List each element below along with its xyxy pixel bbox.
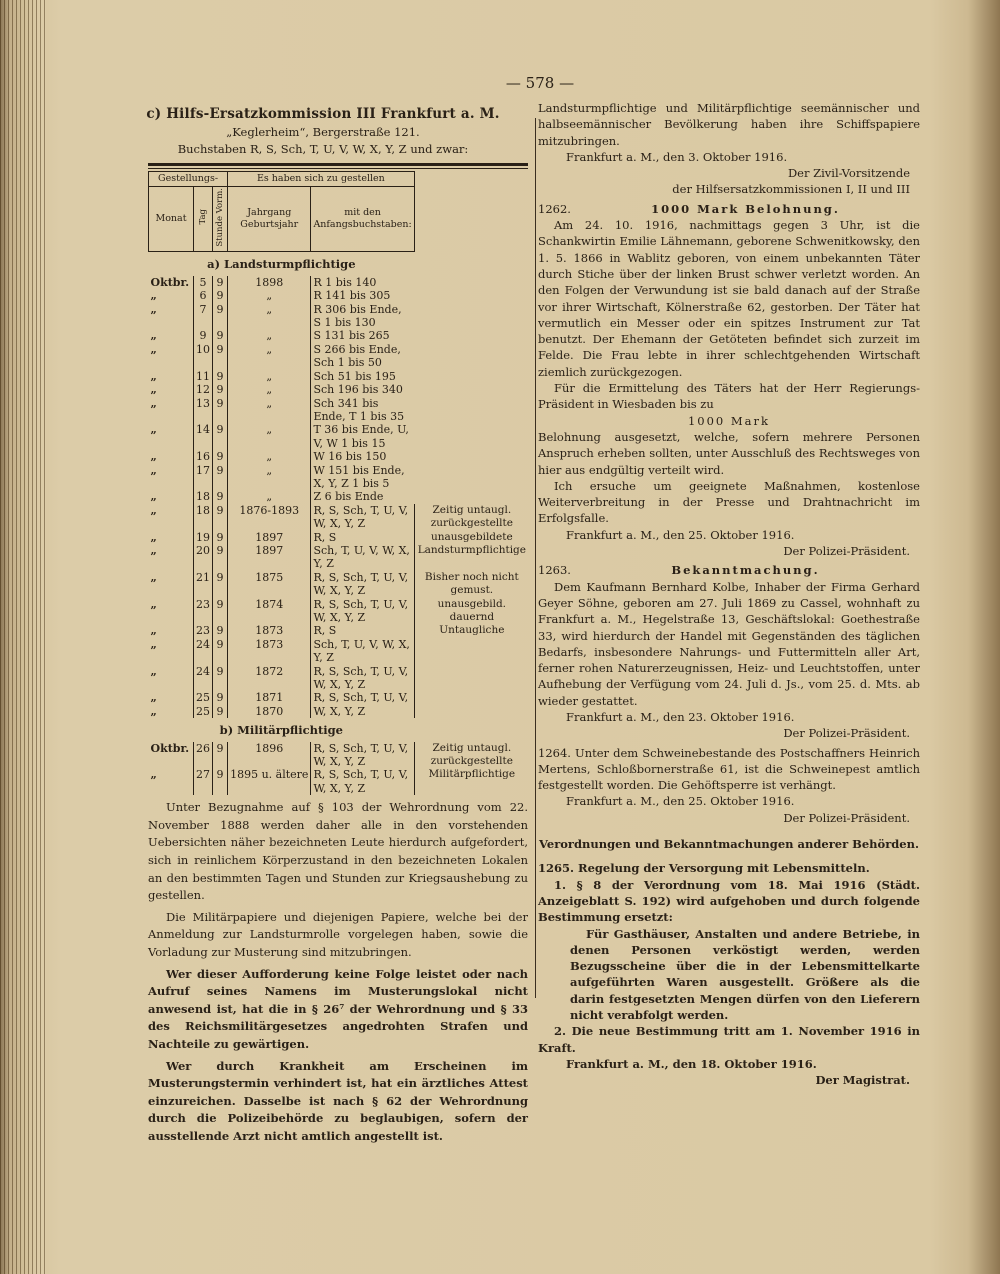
left-paragraphs	[118, 799, 528, 1145]
cell-buchstaben: R, S, Sch, T, U, V,	[313, 691, 409, 705]
cell-tag: 9	[194, 329, 213, 342]
left-paragraph: Unter Bezugnahme auf § 103 der Wehrordnung vom 22. November 1888 werden daher alle in den vorstehenden Uebersichten näher bezeichneten Leute hierdurch aufgefordert, sich in reinlichem Körperzustand in den bezeichneten Lokalen an den bestimmten Tagen und Stunden zur Kriegsaushebung zu gestellen.	[148, 800, 528, 903]
cell-jahrgang: 1875	[228, 571, 311, 598]
left-column	[118, 100, 528, 1146]
cell-jahrgang: „	[228, 397, 311, 424]
cell-stunde: 9	[213, 544, 228, 571]
left-paragraph: Wer dieser Aufforderung keine Folge leistet oder nach Aufruf seines Namens im Musterungslokal nicht anwesend ist, hat die in § 26⁷ der Wehrordnung und § 33 des Reichsmilitärgesetzes angedrohten Strafen und Nachteile zu gewärtigen.	[148, 966, 528, 1052]
notice-1263-place: Frankfurt a. M., den 23. Oktober 1916.	[566, 709, 795, 724]
header-gestellung: Gestellungs-	[149, 171, 228, 186]
cell-monat: Oktbr.	[150, 741, 190, 755]
cell-buchstaben: W 151 bis Ende, X, Y, Z 1 bis 5	[313, 463, 405, 490]
continuation-place: Frankfurt a. M., den 3. Oktober 1916.	[566, 149, 788, 164]
cell-tag: 27	[194, 768, 213, 795]
cell-tag: 23	[194, 598, 213, 625]
notice-1262-header	[538, 201, 920, 217]
cell-jahrgang: 1871	[228, 691, 311, 704]
page-number: — 578 —	[505, 74, 575, 92]
header-jahrgang: Jahrgang Geburtsjahr	[228, 186, 311, 252]
cell-stunde: 9	[213, 624, 228, 637]
cell-jahrgang: 1896	[228, 742, 311, 769]
cell-jahrgang: „	[228, 370, 311, 383]
cell-buchstaben: S 266 bis Ende, Sch 1 bis 50	[313, 342, 401, 370]
cell-monat: „	[150, 490, 157, 504]
cell-stunde: 9	[213, 490, 228, 503]
cell-monat: „	[150, 342, 157, 356]
notice-1265-heading: 1265. Regelung der Versorgung mit Lebensmitteln.	[538, 861, 870, 876]
cell-buchstaben: R 306 bis Ende, S 1 bis 130	[313, 302, 402, 330]
continuation-sig1: Der Zivil-Vorsitzende	[787, 166, 910, 181]
double-rule	[148, 163, 528, 169]
cell-jahrgang: 1898	[228, 276, 311, 289]
cell-tag: 20	[194, 544, 213, 571]
cell-jahrgang: „	[228, 423, 311, 450]
cell-jahrgang: „	[228, 383, 311, 396]
rows-b	[149, 742, 529, 796]
cell-monat: „	[150, 302, 157, 316]
cell-jahrgang: 1895 u. ältere	[228, 768, 311, 795]
cell-monat: „	[150, 543, 157, 557]
table-row	[149, 742, 529, 769]
cell-jahrgang: „	[228, 303, 311, 330]
header-es-haben: Es haben sich zu gestellen	[228, 171, 415, 186]
cell-jahrgang: 1876-1893	[228, 504, 311, 531]
cell-buchstaben: W 16 bis 150	[313, 450, 387, 464]
notice-1265-place: Frankfurt a. M., den 18. Oktober 1916.	[566, 1056, 817, 1071]
cell-note: Zeitig untaugl. zurückgestellte unausgebildete Landsturmpflichtige	[414, 504, 528, 571]
notice-1264-place: Frankfurt a. M., den 25. Oktober 1916.	[566, 794, 795, 809]
section-b-title: b) Militärpflichtige	[219, 723, 343, 738]
page-edges	[0, 0, 46, 1274]
header-anfang: mit den Anfangsbuchstaben:	[311, 186, 414, 252]
cell-tag: 11	[194, 370, 213, 383]
cell-monat: „	[150, 768, 157, 782]
cell-jahrgang: 1873	[228, 624, 311, 637]
cell-stunde: 9	[213, 665, 228, 692]
cell-jahrgang: „	[228, 329, 311, 342]
cell-tag: 18	[194, 504, 213, 531]
cell-tag: 18	[194, 490, 213, 503]
cell-note: Bisher noch nicht gemust. unausgebild. dauernd Untaugliche	[414, 571, 528, 718]
right-column	[538, 100, 920, 1089]
cell-tag: 14	[194, 423, 213, 450]
cell-tag: 19	[194, 531, 213, 544]
cell-buchstaben: R, S, Sch, T, U, V, W, X, Y, Z	[313, 597, 409, 625]
continuation-text: Landsturmpflichtige und Militärpflichtige seemännischer und halbseemännischer Bevölkerung haben ihre Schiffspapiere mitzubringen.	[538, 101, 920, 148]
cell-stunde: 9	[213, 464, 228, 491]
table-row	[149, 423, 529, 450]
commission-heading: c) Hilfs-Ersatzkommission III Frankfurt a. M.	[146, 106, 500, 122]
cell-tag: 23	[194, 624, 213, 637]
notice-1262-amount: 1000 Mark	[687, 413, 771, 428]
notice-1265-point2: 2. Die neue Bestimmung tritt am 1. November 1916 in Kraft.	[538, 1024, 920, 1055]
cell-buchstaben: Sch, T, U, V, W, X, Y, Z	[313, 543, 410, 571]
notice-1262-title: 1000 Mark Belohnung.	[651, 201, 840, 216]
cell-buchstaben: Sch 51 bis 195	[313, 369, 396, 383]
cell-stunde: 9	[213, 531, 228, 544]
cell-jahrgang: 1897	[228, 531, 311, 544]
cell-monat: „	[150, 570, 157, 584]
cell-tag: 10	[194, 343, 213, 370]
cell-jahrgang: „	[228, 450, 311, 463]
table-row	[149, 303, 529, 330]
muster-schedule-table	[148, 171, 528, 796]
table-row	[149, 370, 529, 383]
cell-buchstaben: R, S, Sch, T, U, V, W, X, Y, Z	[313, 664, 409, 692]
section-a-title: a) Landsturmpflichtige	[207, 257, 356, 272]
cell-stunde: 9	[213, 276, 228, 289]
notice-1264-signature: Der Polizei-Präsident.	[783, 810, 910, 825]
cell-jahrgang: „	[228, 464, 311, 491]
cell-stunde: 9	[213, 504, 228, 531]
cell-tag: 21	[194, 571, 213, 598]
cell-stunde: 9	[213, 742, 228, 769]
cell-stunde: 9	[213, 303, 228, 330]
cell-stunde: 9	[213, 289, 228, 302]
cell-monat: „	[150, 450, 157, 464]
table-row	[149, 490, 529, 503]
notice-1265-point1: 1. § 8 der Verordnung vom 18. Mai 1916 (Städt. Anzeigeblatt S. 192) wird aufgehoben und durch folgende Bestimmung ersetzt:	[538, 877, 920, 925]
cell-monat: „	[150, 637, 157, 651]
cell-tag: 25	[194, 691, 213, 704]
notice-1262-number: 1262.	[538, 201, 571, 216]
cell-tag: 24	[194, 638, 213, 665]
table-row	[149, 571, 529, 598]
cell-monat: „	[150, 423, 157, 437]
cell-monat: „	[150, 691, 157, 705]
cell-note: Zeitig untaugl. zurückgestellte Militärpflichtige	[414, 742, 528, 796]
notice-1262-signature: Der Polizei-Präsident.	[783, 544, 910, 559]
cell-buchstaben: R 1 bis 140	[313, 275, 377, 289]
rows-a2	[149, 504, 529, 571]
cell-monat: „	[150, 383, 157, 397]
cell-stunde: 9	[213, 768, 228, 795]
notice-1265-signature: Der Magistrat.	[815, 1073, 910, 1088]
cell-tag: 17	[194, 464, 213, 491]
cell-stunde: 9	[213, 423, 228, 450]
cell-buchstaben: W, X, Y, Z	[313, 704, 366, 718]
notice-1262-text4: Ich ersuche um geeignete Maßnahmen, kostenlose Weiterverbreitung in der Presse und Drahtnachricht im Erfolgsfalle.	[538, 478, 920, 526]
cell-monat: „	[150, 396, 157, 410]
cell-jahrgang: „	[228, 289, 311, 302]
cell-jahrgang: 1872	[228, 665, 311, 692]
header-stunde: Stunde Vorm.	[213, 186, 228, 252]
cell-buchstaben: Z 6 bis Ende	[313, 490, 384, 504]
cell-buchstaben: Sch 196 bis 340	[313, 383, 403, 397]
cell-monat: „	[150, 289, 157, 303]
table-row	[149, 343, 529, 370]
cell-buchstaben: R, S, Sch, T, U, V, W, X, Y, Z	[313, 768, 409, 795]
table-row	[149, 450, 529, 463]
cell-tag: 5	[194, 276, 213, 289]
cell-jahrgang: „	[228, 490, 311, 503]
cell-jahrgang: „	[228, 343, 311, 370]
table-row	[149, 464, 529, 491]
cell-monat: „	[150, 329, 157, 343]
table-row	[149, 329, 529, 342]
cell-tag: 13	[194, 397, 213, 424]
cell-monat: „	[150, 503, 157, 517]
cell-stunde: 9	[213, 571, 228, 598]
rows-a3	[149, 571, 529, 718]
notice-1262-text2: Für die Ermittelung des Täters hat der Herr Regierungs-Präsident in Wiesbaden bis zu	[538, 381, 920, 412]
cell-stunde: 9	[213, 691, 228, 704]
cell-stunde: 9	[213, 397, 228, 424]
cell-tag: 25	[194, 705, 213, 718]
cell-jahrgang: 1870	[228, 705, 311, 718]
notice-1262-text3: Belohnung ausgesetzt, welche, sofern mehrere Personen Anspruch erheben sollten, unter Ausschluß des Rechtsweges von hier aus endgültig verteilt wird.	[538, 429, 920, 477]
cell-stunde: 9	[213, 383, 228, 396]
cell-monat: Oktbr.	[150, 275, 190, 289]
cell-stunde: 9	[213, 343, 228, 370]
notice-1264-text: 1264. Unter dem Schweinebestande des Postschaffners Heinrich Mertens, Schloßbornerstraße 61, ist die Schweinepest amtlich festgestellt worden. Die Gehöftsperre ist verhängt.	[538, 745, 920, 793]
cell-monat: „	[150, 624, 157, 638]
cell-tag: 16	[194, 450, 213, 463]
rows-a	[149, 276, 529, 504]
cell-stunde: 9	[213, 598, 228, 625]
section-heading-other-authorities: Verordnungen und Bekanntmachungen anderer Behörden.	[539, 837, 919, 852]
table-row	[149, 276, 529, 289]
commission-address: „Keglerheim“, Bergerstraße 121.	[226, 124, 420, 139]
left-paragraph: Wer durch Krankheit am Erscheinen im Musterungstermin verhindert ist, hat ein ärztliches Attest einzureichen. Dasselbe ist nach § 62 der Wehrordnung durch die Polizeibehörde zu beglaubigen, sofern der ausstellende Arzt nicht amtlich angestellt ist.	[148, 1058, 528, 1143]
cell-buchstaben: Sch, T, U, V, W, X, Y, Z	[313, 637, 410, 665]
header-tag: Tag	[194, 186, 213, 252]
table-row	[149, 504, 529, 531]
notice-1263-text: Dem Kaufmann Bernhard Kolbe, Inhaber der Firma Gerhard Geyer Söhne, geboren am 27. Juli 1869 zu Cassel, wohnhaft zu Frankfurt a. M., Hegelstraße 13, Geschäftslokal: Goethestraße 33, wird hierdurch der Handel mit Gegenständen des täglichen Bedarfs, insbesondere Nahrungs- und Futtermitteln aller Art, ferner rohen Naturerzeugnissen, Heiz- und Leuchtstoffen, unter Aufhebung der Verfügung vom 24. Juli d. Js., vom 25. d. Mts. ab wieder gestattet.	[538, 579, 920, 708]
cell-tag: 24	[194, 665, 213, 692]
cell-monat: „	[150, 369, 157, 383]
cell-buchstaben: T 36 bis Ende, U, V, W 1 bis 15	[313, 423, 409, 450]
cell-stunde: 9	[213, 705, 228, 718]
notice-1263-signature: Der Polizei-Präsident.	[783, 726, 910, 741]
notice-1263-header	[538, 562, 920, 578]
cell-monat: „	[150, 704, 157, 718]
cell-tag: 12	[194, 383, 213, 396]
notice-1262-place: Frankfurt a. M., den 25. Oktober 1916.	[566, 527, 795, 542]
cell-jahrgang: 1873	[228, 638, 311, 665]
cell-tag: 7	[194, 303, 213, 330]
column-divider	[535, 118, 536, 998]
cell-monat: „	[150, 664, 157, 678]
cell-buchstaben: R, S, Sch, T, U, V, W, X, Y, Z	[313, 741, 409, 769]
table-row	[149, 289, 529, 302]
cell-buchstaben: R, S, Sch, T, U, V, W, X, Y, Z	[313, 503, 409, 531]
table-row	[149, 397, 529, 424]
continuation-sig2: der Hilfsersatzkommissionen I, II und III	[672, 182, 910, 197]
cell-stunde: 9	[213, 370, 228, 383]
cell-stunde: 9	[213, 638, 228, 665]
notice-1263-title: Bekanntmachung.	[671, 563, 820, 578]
notice-1263-number: 1263.	[538, 563, 571, 578]
cell-jahrgang: 1897	[228, 544, 311, 571]
cell-monat: „	[150, 463, 157, 477]
header-monat: Monat	[149, 186, 194, 252]
cell-buchstaben: R 141 bis 305	[313, 289, 391, 303]
cell-jahrgang: 1874	[228, 598, 311, 625]
cell-monat: „	[150, 597, 157, 611]
cell-buchstaben: S 131 bis 265	[313, 329, 390, 343]
cell-stunde: 9	[213, 329, 228, 342]
cell-stunde: 9	[213, 450, 228, 463]
notice-1262-text: Am 24. 10. 1916, nachmittags gegen 3 Uhr, ist die Schankwirtin Emilie Lähnemann, geborene Schwenitkowsky, den 1. 5. 1866 in Wablitz geboren, von einem unbekannten Täter durch Stiche über der linken Brust schwer verletzt worden. An den Folgen der Verwundung ist sie bald danach auf der Straße vor ihrer Wirtschaft, Kölnerstraße 62, gestorben. Der Täter hat vermutlich ein Messer oder ein spitzes Instrument zur Tat benutzt. Der Ehemann der Getöteten befindet sich zurzeit im Felde. Die Frau lebte in ihrer schlechtgehenden Wirtschaft ziemlich zurückgezogen.	[538, 218, 920, 379]
cell-buchstaben: Sch 341 bis Ende, T 1 bis 35	[313, 396, 405, 423]
cell-tag: 26	[194, 742, 213, 769]
cell-buchstaben: R, S	[313, 530, 337, 544]
cell-tag: 6	[194, 289, 213, 302]
cell-buchstaben: R, S	[313, 624, 337, 638]
letters-line: Buchstaben R, S, Sch, T, U, V, W, X, Y, Z und zwar:	[177, 142, 469, 157]
cell-monat: „	[150, 530, 157, 544]
table-row	[149, 383, 529, 396]
notice-1265-quote: Für Gasthäuser, Anstalten und andere Betriebe, in denen Personen verköstigt werden, werden Bezugsscheine über die in der Lebensmittelkarte aufgeführten Waren ausgestellt. Größere als die darin festgesetzten Mengen dürfen von den Lieferern nicht verabfolgt werden.	[570, 926, 920, 1023]
left-paragraph: Die Militärpapiere und diejenigen Papiere, welche bei der Anmeldung zur Landsturmrolle vorgelegen haben, sowie die Vorladung zur Musterung sind mitzubringen.	[148, 909, 528, 960]
cell-buchstaben: R, S, Sch, T, U, V, W, X, Y, Z	[313, 570, 409, 598]
